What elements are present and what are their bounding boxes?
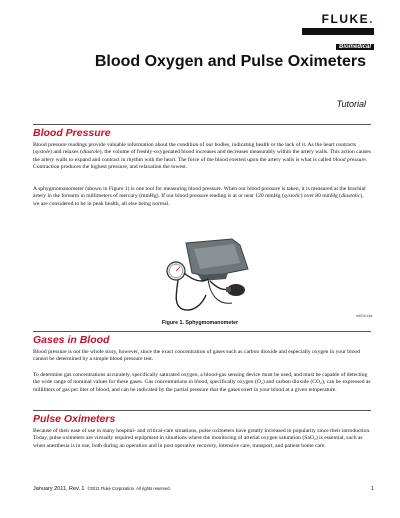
sphygmomanometer-figure (98, 235, 304, 319)
tube-bulb (210, 281, 228, 290)
figure-code: ref01b.eps (356, 314, 373, 318)
top-bar (0, 0, 400, 10)
sphygmomanometer-illustration (98, 235, 304, 319)
paragraph-pulse-oximeters: Because of their ease of use in many hospital- and critical-care situations, pulse oximeters have greatly increased in popularity since their introduction. Today, pulse oximeters are virtually required equipment in situations where the monitoring of arterial oxygen saturation (SaO₂) is essential, such as when anesthesia is in use, both during an operation and in post operative recovery, intensive care, transport, and patient home care. (33, 428, 371, 449)
divider (33, 410, 371, 411)
tube-lower (176, 280, 206, 310)
document-subtitle: Tutorial (336, 99, 366, 109)
divider (33, 124, 371, 125)
paragraph-gases-2: To determine gas concentrations accurately, specifically saturated oxygen, a blood-gas sensing device must be used, and must be capable of detecting the wide range of nominal values for these gases. Gas concentrations in blood, specifically oxygen (O₂) and carbon dioxide (CO₂), can be expressed as milliliters of gas per liter of blood, and can be indicated by the partial pressure that the gases exert in your blood at a given temperature. (33, 372, 371, 393)
footer-info (33, 486, 171, 492)
document-title: Blood Oxygen and Pulse Oximeters (94, 53, 366, 70)
page-number: 1 (370, 486, 374, 492)
brand-sub: Biomedical (336, 44, 374, 50)
footer-date: January 2011, Rev. 1 (33, 486, 85, 492)
bulb-valve (226, 287, 231, 292)
paragraph-blood-pressure-2: A sphygmomanometer (shown in Figure 1) is one tool for measuring blood pressure. When our blood pressure is taken, it is measured at the brachial artery in the forearm in millimeters of mercury (mmHg). If our blood pressure reading is at or near 120 mmHg (systolic) over 80 mmHg (diastolic), we are considered to be in peak health, all else being normal. (33, 186, 366, 207)
paragraph-gases-1: Blood pressure is not the whole story, however, since the exact concentration of gases such as carbon dioxide and especially oxygen in your blood cannot be determined by a simple blood pressure test. (33, 349, 361, 363)
fluke-logo (302, 12, 374, 53)
paragraph-blood-pressure-1: Blood pressure readings provide valuable information about the condition of our bodies, indicating health or the lack of it. As the heart contracts (systole) and relaxes (diastole), the volume of freshly-oxygenated blood increases and decreases measurably within the artery walls. This action causes the artery walls to expand and contract in rhythm with the heart. The force of the blood exerted upon the artery walls is what is called blood pressure. Contraction produces the highest pressure, and relaxation the lowest. (33, 142, 371, 170)
heading-pulse-oximeters: Pulse Oximeters (33, 413, 116, 425)
footer-copyright: ©2011 Fluke Corporation. All rights reserved. (87, 486, 171, 491)
heading-gases-in-blood: Gases in Blood (33, 334, 110, 346)
brand-name: FLUKE. (321, 12, 374, 26)
figure-caption: Figure 1. Sphygmomanometer (161, 320, 239, 326)
brand-bar (302, 28, 374, 35)
divider (33, 331, 371, 332)
heading-blood-pressure: Blood Pressure (33, 127, 111, 139)
